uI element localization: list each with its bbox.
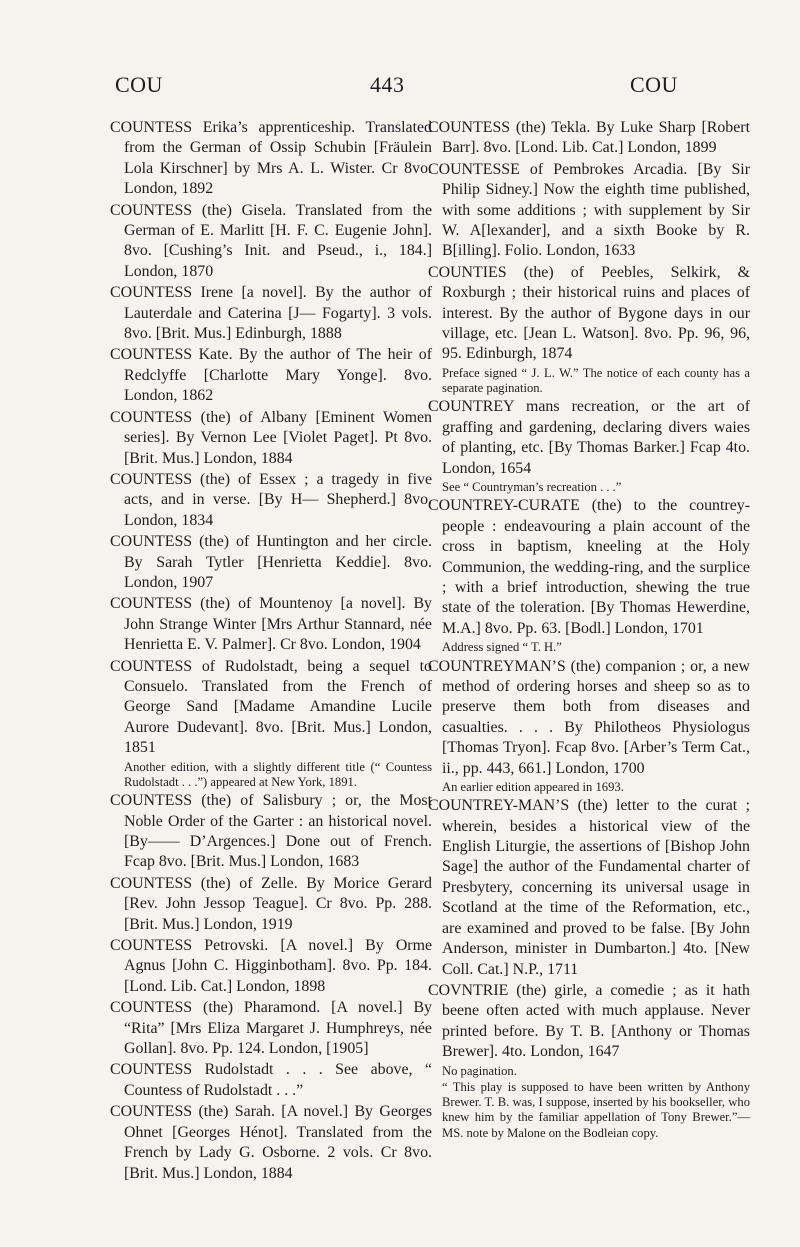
entry: COUNTESS Rudolstadt . . . See above, “ Countess of Rudolstadt . . .” [110,1061,432,1099]
entry: COUNTESS Irene [a novel]. By the author of Lauterdale and Caterina [J— Fogarty]. 3 vols. 8vo. [Brit. Mus.] Edinburgh, 1888 [110,284,432,343]
entry: COUNTIES (the) of Peebles, Selkirk, & Roxburgh ; their historical ruins and places of interest. By the author of Bygone days in our village, etc. [Jean L. Watson]. 8vo. Pp. 96, 96, 95. Edinburgh, 1874 [428,263,750,363]
entry: COUNTESS (the) Sarah. [A novel.] By Georges Ohnet [Georges Hénot]. Translated from the French by Lady G. Osborne. 2 vols. Cr 8vo. [Brit. Mus.] London, 1884 [110,1103,432,1182]
entry-note: An earlier edition appeared in 1693. [442,779,624,794]
entry: COUNTREY-CURATE (the) to the countrey-people : endeavouring a plain account of the cross in baptism, kneeling at the Holy Communion, the wedding-ring, and the surplice ; with a brief introduction, shewing the true state of the toleration. [By Thomas Hewerdine, M.A.] 8vo. Pp. 63. [Bodl.] London, 1701 [428,497,750,637]
entry: COUNTESS (the) Tekla. By Luke Sharp [Robert Barr]. 8vo. [Lond. Lib. Cat.] London, 1899 [428,119,750,157]
entry: COUNTESS (the) of Albany [Eminent Women series]. By Vernon Lee [Violet Paget]. Pt 8vo. [Brit. Mus.] London, 1884 [110,408,432,467]
entry-note: Preface signed “ J. L. W.” The notice of each county has a separate pagination. [442,365,750,396]
right-column [428,118,750,1142]
entry-note: See “ Countryman’s recreation . . .” [442,480,622,495]
left-column [110,118,432,1185]
entry-note: No pagination. [442,1063,517,1078]
entry: COUNTESS (the) of Essex ; a tragedy in five acts, and in verse. [By H— Shepherd.] 8vo. London, 1834 [110,470,432,529]
entry: COUNTESS Kate. By the author of The heir of Redclyffe [Charlotte Mary Yonge]. 8vo. London, 1862 [110,346,432,405]
entry-note: Address signed “ T. H.” [442,640,562,655]
entry: COUNTESSE of Pembrokes Arcadia. [By Sir Philip Sidney.] Now the eighth time published, with some additions ; with supplement by Sir W. A[lexander], and a sixth Booke by R. B[illing]. Folio. London, 1633 [428,160,750,260]
entry: COUNTREYMAN’S (the) companion ; or, a new method of ordering horses and sheep so as to preserve them both from diseases and casualties. . . . By Philotheos Physiologus [Thomas Tryon]. Fcap 8vo. [Arber’s Term Cat., ii., pp. 443, 661.] London, 1700 [428,657,750,777]
page-number: 443 [370,72,405,97]
running-head-right: COU [630,72,678,97]
entry: COUNTESS (the) of Mountenoy [a novel]. By John Strange Winter [Mrs Arthur Stannard, née Henrietta E. V. Palmer]. Cr 8vo. London, 1904 [110,595,432,654]
entry: COUNTESS Petrovski. [A novel.] By Orme Agnus [John C. Higginbotham]. 8vo. Pp. 184. [Lond. Lib. Cat.] London, 1898 [110,937,432,995]
entry: COUNTREY mans recreation, or the art of graffing and gardening, declaring divers waies of planting, etc. [By Thomas Barker.] Fcap 4to. London, 1654 [428,398,750,477]
entry: COUNTESS (the) of Huntington and her circle. By Sarah Tytler [Henrietta Keddie]. 8vo. London, 1907 [110,533,432,591]
entry: COUNTESS (the) of Zelle. By Morice Gerard [Rev. John Jessop Teague]. Cr 8vo. Pp. 288. [Brit. Mus.] London, 1919 [110,874,432,933]
running-head-left: COU [115,72,163,97]
page-header [0,72,800,102]
entry-note: Another edition, with a slightly different title (“ Countess Rudolstadt . . .”) appeared at New York, 1891. [124,759,432,789]
entry: COUNTESS (the) Gisela. Translated from the German of E. Marlitt [H. F. C. Eugenie John]. 8vo. [Cushing’s Init. and Pseud., i., 184.] London, 1870 [110,201,432,280]
entry: COUNTESS (the) of Salisbury ; or, the Most Noble Order of the Garter : an historical novel. [By—— D’Argences.] Done out of French. Fcap 8vo. [Brit. Mus.] London, 1683 [110,792,432,871]
entry-note: “ This play is supposed to have been written by Anthony Brewer. T. B. was, I suppose, inserted by his bookseller, who knew him by the familiar appellation of Tony Brewer.”—MS. note by Malone on the Bodleian copy. [442,1079,750,1140]
entry: COUNTESS of Rudolstadt, being a sequel to Consuelo. Translated from the French of George Sand [Madame Amandine Lucile Aurore Dudevant]. 8vo. [Brit. Mus.] London, 1851 [110,657,432,757]
entry: COUNTESS (the) Pharamond. [A novel.] By “Rita” [Mrs Eliza Margaret J. Humphreys, née Gollan]. 8vo. Pp. 124. London, [1905] [110,999,432,1058]
entry: COUNTESS Erika’s apprenticeship. Translated from the German of Ossip Schubin [Fräulein Lola Kirschner] by Mrs A. L. Wister. Cr 8vo. London, 1892 [110,119,432,198]
entry: COVNTRIE (the) girle, a comedie ; as it hath beene often acted with much applause. Never printed before. By T. B. [Anthony or Thomas Brewer]. 4to. London, 1647 [428,981,750,1061]
entry: COUNTREY-MAN’S (the) letter to the curat ; wherein, besides a historical view of the English Liturgie, the assertions of [Bishop John Sage] the author of the Fundamental charter of Presbytery, concerning its universal usage in Scotland at the time of the Reformation, etc., are examined and proved to be false. [By John Anderson, minister in Dumbarton.] 4to. [New Coll. Cat.] N.P., 1711 [428,797,750,978]
